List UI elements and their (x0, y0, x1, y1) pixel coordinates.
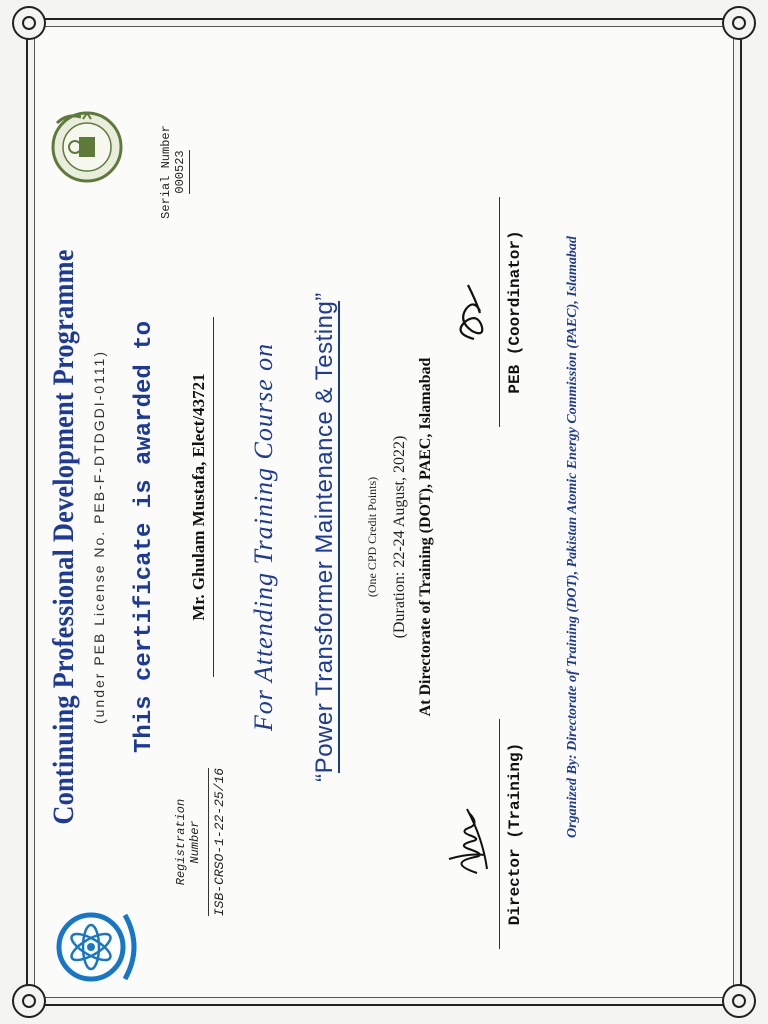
certificate-canvas (39, 67, 729, 1007)
serial-number-block (159, 107, 190, 237)
serial-number-value: 000523 (173, 150, 190, 193)
course-close-quote: ” (311, 292, 338, 301)
coordinator-signatory: PEB (Coordinator) (499, 197, 524, 427)
coordinator-signature-icon (444, 277, 494, 347)
registration-number-block (174, 722, 227, 962)
serial-number-label: Serial Number (159, 125, 173, 219)
registration-label-line2: Number (188, 820, 202, 864)
director-signature-icon (437, 799, 497, 879)
credit-points: (One CPD Credit Points) (365, 476, 379, 598)
certificate-title: Continuing Professional Development Programme (47, 249, 80, 825)
registration-label-line1: Registration (174, 798, 188, 886)
registration-number-value: ISB-CRSO-1-22-25/16 (208, 768, 227, 916)
course-title: Power Transformer Maintenance & Testing (311, 300, 338, 774)
course-title-block (311, 67, 339, 1007)
corner-ornament-icon (722, 6, 756, 40)
course-duration: (Duration: 22-24 August, 2022) (391, 435, 408, 639)
course-open-quote: “ (311, 773, 338, 782)
director-signatory: Director (Training) (499, 719, 524, 949)
corner-ornament-icon (12, 6, 46, 40)
attending-line: For Attending Training Course on (249, 342, 278, 732)
license-line: (under PEB License No. PEB-F-DTDGDI-0111) (91, 349, 107, 725)
awarded-line: This certificate is awarded to (131, 320, 158, 754)
course-venue: At Directorate of Training (DOT), PAEC, Islamabad (417, 357, 434, 717)
organized-by-footer: Organized By: Directorate of Training (DOT), Pakistan Atomic Energy Commission (PAEC), Islamabad (565, 236, 580, 838)
recipient-name: Mr. Ghulam Mustafa, Elect/43721 (189, 317, 214, 677)
